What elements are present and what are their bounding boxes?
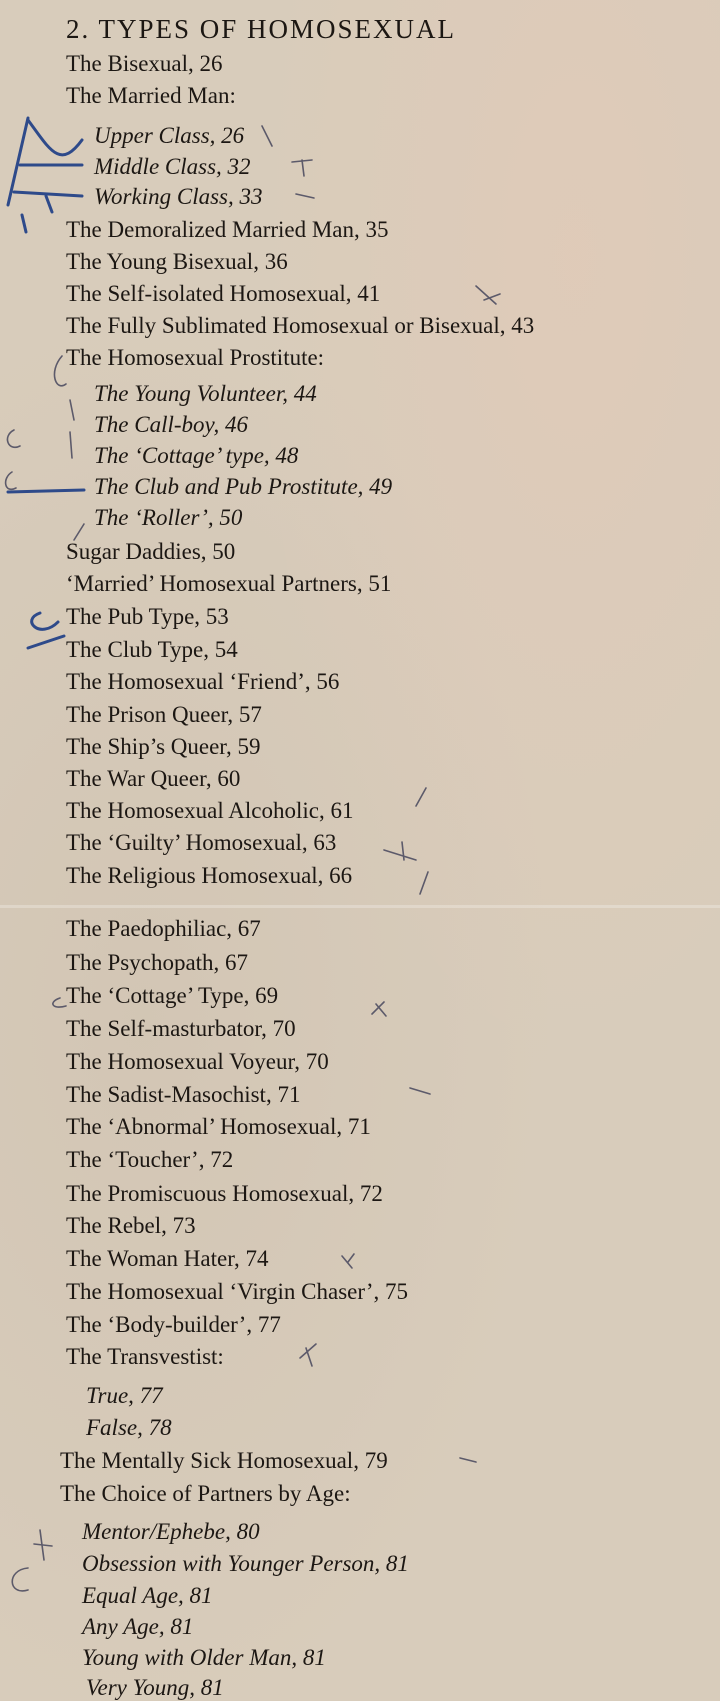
toc-subentry: Working Class, 33 xyxy=(94,184,263,209)
toc-entry: The Promiscuous Homosexual, 72 xyxy=(66,1181,383,1206)
toc-entry: The Sadist-Masochist, 71 xyxy=(66,1082,301,1107)
toc-subentry: Equal Age, 81 xyxy=(82,1583,213,1608)
toc-entry: The Ship’s Queer, 59 xyxy=(66,734,261,759)
toc-entry: The Demoralized Married Man, 35 xyxy=(66,217,389,242)
toc-subentry: The Club and Pub Prostitute, 49 xyxy=(94,474,393,499)
toc-entry: The ‘Abnormal’ Homosexual, 71 xyxy=(66,1114,371,1139)
toc-entry: The Choice of Partners by Age: xyxy=(60,1481,351,1506)
toc-entry: The Club Type, 54 xyxy=(66,637,238,662)
toc-entry: The Rebel, 73 xyxy=(66,1213,196,1238)
toc-subentry: The Young Volunteer, 44 xyxy=(94,381,317,406)
toc-entry: The Pub Type, 53 xyxy=(66,604,229,629)
toc-entry: The Homosexual Alcoholic, 61 xyxy=(66,798,354,823)
toc-entry: The Fully Sublimated Homosexual or Bisexual, 43 xyxy=(66,313,535,338)
toc-entry: The Married Man: xyxy=(66,83,236,108)
toc-entry: The ‘Guilty’ Homosexual, 63 xyxy=(66,830,337,855)
toc-entry: The Self-masturbator, 70 xyxy=(66,1016,296,1041)
toc-entry: The Paedophiliac, 67 xyxy=(66,916,261,941)
toc-subentry: Any Age, 81 xyxy=(82,1614,194,1639)
toc-entry: The Bisexual, 26 xyxy=(66,51,223,76)
toc-entry: The ‘Toucher’, 72 xyxy=(66,1147,234,1172)
toc-subentry: False, 78 xyxy=(86,1415,172,1440)
toc-entry: The Transvestist: xyxy=(66,1344,224,1369)
toc-entry: The Psychopath, 67 xyxy=(66,950,249,975)
toc-entry: ‘Married’ Homosexual Partners, 51 xyxy=(66,571,392,596)
section-heading: 2. TYPES OF HOMOSEXUAL xyxy=(66,14,457,44)
toc-entry: The Young Bisexual, 36 xyxy=(66,249,288,274)
toc-subentry: The Call-boy, 46 xyxy=(94,412,248,437)
toc-subentry: Young with Older Man, 81 xyxy=(82,1645,326,1670)
toc-entry: The ‘Body-builder’, 77 xyxy=(66,1312,281,1337)
pencil-marks xyxy=(6,126,500,1591)
toc-entry: The Self-isolated Homosexual, 41 xyxy=(66,281,381,306)
blue-ink-bracket-marks xyxy=(8,118,84,648)
toc-entry: The Homosexual ‘Friend’, 56 xyxy=(66,669,340,694)
toc-subentry: Middle Class, 32 xyxy=(94,154,251,179)
toc-entry: Sugar Daddies, 50 xyxy=(66,539,236,564)
toc-entry: The ‘Cottage’ Type, 69 xyxy=(66,983,279,1008)
toc-subentry: Upper Class, 26 xyxy=(94,123,245,148)
toc-subentry: Obsession with Younger Person, 81 xyxy=(82,1551,409,1576)
toc-entry: The Homosexual Voyeur, 70 xyxy=(66,1049,329,1074)
toc-subentry: The ‘Cottage’ type, 48 xyxy=(94,443,299,468)
toc-entry: The Prison Queer, 57 xyxy=(66,702,262,727)
toc-entry: The War Queer, 60 xyxy=(66,766,241,791)
toc-subentry: The ‘Roller’, 50 xyxy=(94,505,243,530)
toc-subentry: Mentor/Ephebe, 80 xyxy=(82,1519,260,1544)
toc-entry: The Mentally Sick Homosexual, 79 xyxy=(60,1448,388,1473)
toc-entry: The Homosexual Prostitute: xyxy=(66,345,325,370)
toc-subentry: Very Young, 81 xyxy=(86,1675,224,1700)
toc-entry: The Religious Homosexual, 66 xyxy=(66,863,353,888)
toc-subentry: True, 77 xyxy=(86,1383,163,1408)
toc-entry: The Woman Hater, 74 xyxy=(66,1246,269,1271)
toc-entry: The Homosexual ‘Virgin Chaser’, 75 xyxy=(66,1279,409,1304)
